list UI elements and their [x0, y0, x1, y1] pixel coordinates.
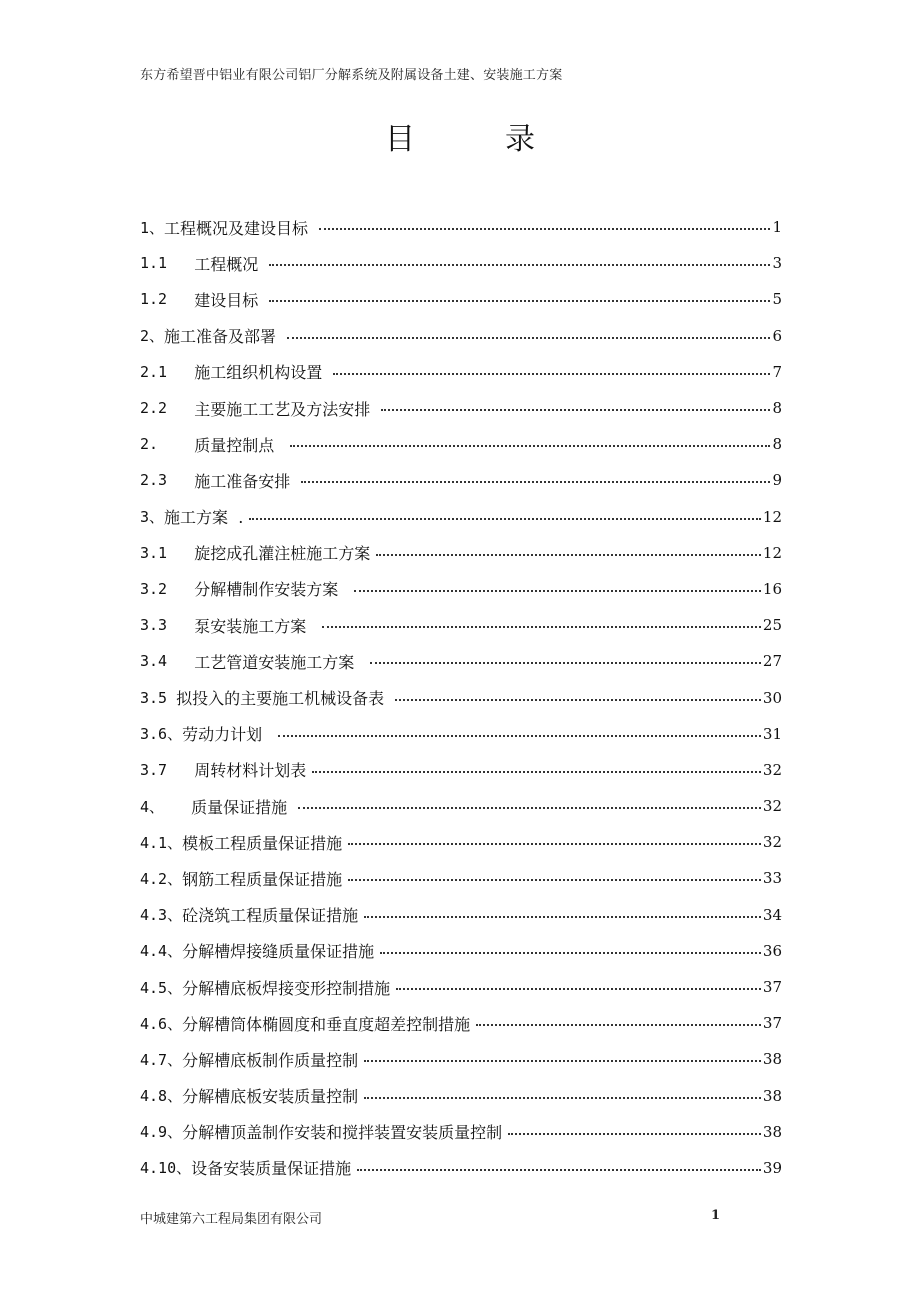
toc-entry-number: 1、 [140, 218, 165, 237]
toc-entry-number: 3、 [140, 508, 165, 527]
toc-entry-label: 施工准备及部署 [164, 327, 282, 347]
toc-dot-leader [396, 979, 761, 995]
toc-entry[interactable] [140, 607, 782, 643]
toc-entry[interactable] [140, 426, 782, 462]
toc-dot-leader [322, 617, 761, 633]
toc-entry-label: 分解槽筒体椭圆度和垂直度超差控制措施 [182, 1014, 471, 1034]
toc-dot-leader [348, 834, 761, 850]
toc-entry-number: 3.2 [140, 579, 195, 598]
toc-entry-page: 5 [772, 290, 782, 309]
toc-entry-page: 6 [772, 326, 782, 345]
toc-entry-page: 37 [762, 1014, 782, 1033]
toc-entry-label: 旋挖成孔灌注桩施工方案 [194, 544, 371, 564]
toc-entry-page: 8 [772, 435, 782, 454]
toc-entry-number: 4.6、 [140, 1014, 183, 1033]
toc-entry-number: 4.8、 [140, 1087, 183, 1106]
toc-entry-page: 12 [762, 543, 782, 562]
toc-entry-label: 模板工程质量保证措施 [182, 833, 343, 853]
toc-entry-page: 3 [772, 254, 782, 273]
page-footer [140, 1208, 720, 1227]
toc-entry[interactable] [140, 1150, 782, 1186]
toc-entry[interactable] [140, 1005, 782, 1041]
toc-entry-number: 3.5 [140, 688, 177, 707]
toc-entry-page: 38 [762, 1122, 782, 1141]
toc-entry-number: 2.3 [140, 471, 195, 490]
toc-entry-number: 3.6、 [140, 725, 183, 744]
toc-entry-number: 4.5、 [140, 978, 183, 997]
toc-entry-page: 39 [762, 1158, 782, 1177]
toc-entry-number: 2.2 [140, 399, 195, 418]
toc-entry[interactable] [140, 1041, 782, 1077]
toc-entry[interactable] [140, 1078, 782, 1114]
toc-entry-label: 质量保证措施 [191, 797, 293, 817]
toc-entry-number: 3.3 [140, 616, 195, 635]
toc-entry-label: 分解槽顶盖制作安装和搅拌装置安装质量控制 [182, 1123, 503, 1143]
toc-entry[interactable] [140, 571, 782, 607]
toc-entry-page: 32 [762, 833, 782, 852]
toc-entry-label: 拟投入的主要施工机械设备表 [176, 689, 390, 709]
toc-entry[interactable] [140, 969, 782, 1005]
toc-entry-number: 4.3、 [140, 906, 183, 925]
toc-dot-leader [381, 400, 770, 416]
table-of-contents [140, 209, 782, 1186]
toc-entry-label: 主要施工工艺及方法安排 [194, 399, 376, 419]
toc-entry-page: 16 [762, 579, 782, 598]
toc-entry[interactable] [140, 679, 782, 715]
page-header: 东方希望晋中铝业有限公司铝厂分解系统及附属设备土建、安装施工方案 [140, 68, 563, 83]
toc-entry-label: 工程概况及建设目标 [164, 218, 314, 238]
toc-dot-leader [269, 255, 770, 271]
toc-dot-leader [376, 545, 761, 561]
toc-entry[interactable] [140, 860, 782, 896]
toc-entry-page: 37 [762, 978, 782, 997]
toc-entry-label: 工艺管道安装施工方案 [194, 652, 365, 672]
toc-entry-page: 38 [762, 1086, 782, 1105]
toc-dot-leader [249, 509, 761, 525]
toc-entry-label: 施工准备安排 [194, 471, 296, 491]
toc-dot-leader [364, 1051, 761, 1067]
toc-entry-number: 4.2、 [140, 869, 183, 888]
toc-entry[interactable] [140, 824, 782, 860]
toc-entry-label: 建设目标 [194, 290, 264, 310]
title-char-1: 目 [385, 122, 415, 157]
toc-entry-label: 分解槽制作安装方案 [194, 580, 349, 600]
toc-entry-label: 分解槽底板安装质量控制 [182, 1087, 359, 1107]
toc-entry-page: 25 [762, 616, 782, 635]
toc-entry-label: 设备安装质量保证措施 [191, 1159, 352, 1179]
toc-entry-number: 4.1、 [140, 833, 183, 852]
toc-entry-number: 4.4、 [140, 942, 183, 961]
toc-entry-label: 钢筋工程质量保证措施 [182, 869, 343, 889]
toc-entry[interactable] [140, 499, 782, 535]
toc-entry-number: 3.4 [140, 652, 195, 671]
toc-entry-label: 泵安装施工方案 [194, 616, 317, 636]
toc-dot-leader [364, 1088, 761, 1104]
toc-entry[interactable] [140, 897, 782, 933]
toc-entry-number: 3.7 [140, 760, 195, 779]
toc-entry-page: 34 [762, 905, 782, 924]
toc-entry[interactable] [140, 245, 782, 281]
toc-entry-page: 1 [772, 218, 782, 237]
toc-entry-label: 施工组织机构设置 [194, 363, 328, 383]
toc-dot-leader [395, 690, 761, 706]
toc-entry-page: 36 [762, 941, 782, 960]
toc-entry[interactable] [140, 1114, 782, 1150]
toc-entry-number: 4、 [140, 797, 192, 816]
toc-entry-number: 1.1 [140, 254, 195, 273]
toc-entry-number: 2、 [140, 327, 165, 346]
toc-entry-number: 1.2 [140, 290, 195, 309]
toc-dot-leader [370, 653, 761, 669]
toc-entry[interactable] [140, 716, 782, 752]
toc-entry[interactable] [140, 209, 782, 245]
toc-dot-leader [364, 907, 761, 923]
toc-entry[interactable] [140, 788, 782, 824]
toc-entry[interactable] [140, 462, 782, 498]
toc-entry-number: 2.1 [140, 362, 195, 381]
toc-dot-leader [319, 219, 770, 235]
toc-entry[interactable] [140, 354, 782, 390]
toc-dot-leader [348, 870, 761, 886]
toc-dot-leader [298, 798, 761, 814]
toc-entry-label: 劳动力计划 [182, 725, 273, 745]
toc-entry-page: 33 [762, 869, 782, 888]
toc-dot-leader [312, 762, 761, 778]
toc-entry-label: 分解槽焊接缝质量保证措施 [182, 942, 375, 962]
toc-dot-leader [333, 364, 770, 380]
page-number: 1 [710, 1208, 720, 1223]
toc-entry-page: 32 [762, 760, 782, 779]
toc-entry[interactable] [140, 318, 782, 354]
toc-dot-leader [354, 581, 761, 597]
toc-dot-leader [508, 1124, 761, 1140]
toc-dot-leader [287, 328, 770, 344]
toc-entry-label: 分解槽底板制作质量控制 [182, 1050, 359, 1070]
toc-entry-page: 8 [772, 399, 782, 418]
toc-entry-label: 分解槽底板焊接变形控制措施 [182, 978, 391, 998]
toc-dot-leader [269, 291, 770, 307]
toc-entry-number: 2. [140, 435, 195, 454]
toc-dot-leader [278, 726, 761, 742]
toc-dot-leader [290, 436, 770, 452]
toc-entry-label: 质量控制点 [194, 435, 285, 455]
toc-entry-label: 施工方案 . [164, 508, 244, 528]
toc-entry-page: 7 [772, 362, 782, 381]
toc-entry[interactable] [140, 390, 782, 426]
toc-entry[interactable] [140, 535, 782, 571]
title-char-2: 录 [505, 122, 535, 157]
toc-dot-leader [476, 1015, 761, 1031]
toc-entry[interactable] [140, 643, 782, 679]
toc-entry-page: 12 [762, 507, 782, 526]
footer-company: 中城建第六工程局集团有限公司 [140, 1212, 323, 1227]
page-title [0, 114, 920, 158]
toc-dot-leader [357, 1160, 761, 1176]
toc-entry-page: 32 [762, 797, 782, 816]
toc-entry-page: 30 [762, 688, 782, 707]
toc-entry-number: 4.7、 [140, 1050, 183, 1069]
toc-entry-page: 38 [762, 1050, 782, 1069]
toc-entry-number: 4.9、 [140, 1123, 183, 1142]
toc-entry[interactable] [140, 752, 782, 788]
toc-entry-page: 27 [762, 652, 782, 671]
toc-entry[interactable] [140, 933, 782, 969]
toc-entry-number: 3.1 [140, 543, 195, 562]
toc-dot-leader [301, 472, 770, 488]
toc-dot-leader [380, 943, 761, 959]
toc-entry-number: 4.10、 [140, 1159, 192, 1178]
toc-entry-page: 31 [762, 724, 782, 743]
toc-entry[interactable] [140, 281, 782, 317]
toc-entry-label: 砼浇筑工程质量保证措施 [182, 906, 359, 926]
toc-entry-page: 9 [772, 471, 782, 490]
toc-entry-label: 周转材料计划表 [194, 761, 307, 781]
toc-entry-label: 工程概况 [194, 254, 264, 274]
